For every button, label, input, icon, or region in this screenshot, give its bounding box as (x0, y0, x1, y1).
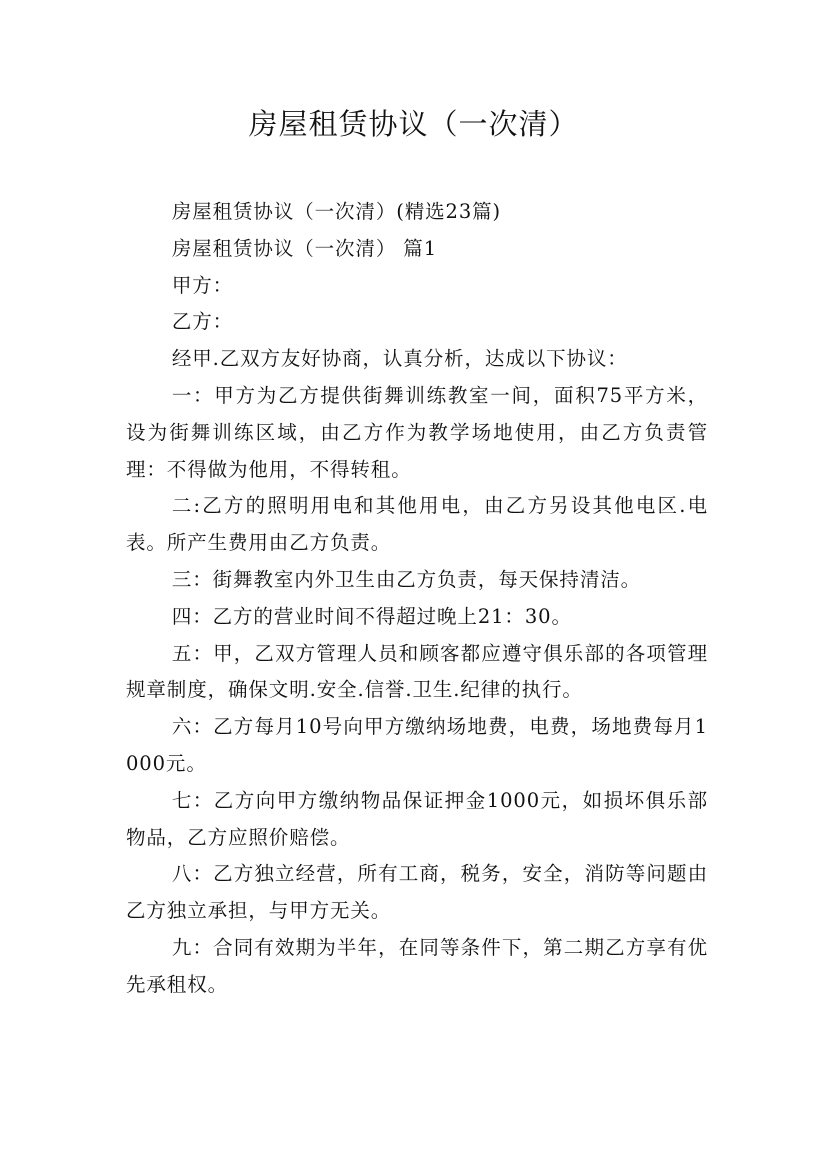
paragraph-clause-7: 七：乙方向甲方缴纳物品保证押金1000元，如损坏俱乐部物品，乙方应照价赔偿。 (126, 788, 708, 849)
paragraph-clause-1: 一：甲方为乙方提供街舞训练教室一间，面积75平方米，设为街舞训练区域，由乙方作为教学场地使用，由乙方负责管理：不得做为他用，不得转租。 (126, 383, 708, 481)
document-body (126, 194, 708, 1004)
paragraph-intro: 经甲.乙双方友好协商，认真分析，达成以下协议： (171, 347, 628, 371)
paragraph-clause-2: 二:乙方的照明用电和其他用电，由乙方另设其他电区.电表。所产生费用由乙方负责。 (126, 494, 708, 555)
paragraph-clause-5: 五：甲，乙双方管理人员和顾客都应遵守俱乐部的各项管理规章制度，确保文明.安全.信誉.卫生.纪律的执行。 (126, 641, 708, 702)
paragraph-party-a: 甲方： (171, 273, 234, 297)
paragraph-section-heading: 房屋租赁协议（一次清） 篇1 (171, 236, 438, 260)
document-title: 房屋租赁协议（一次清） (248, 107, 579, 141)
paragraph-clause-6: 六：乙方每月10号向甲方缴纳场地费，电费，场地费每月1000元。 (126, 715, 708, 775)
paragraph-party-b: 乙方： (171, 310, 234, 334)
paragraph-subtitle: 房屋租赁协议（一次清）(精选23篇) (171, 200, 502, 223)
paragraph-clause-8: 八：乙方独立经营，所有工商，税务，安全，消防等问题由乙方独立承担，与甲方无关。 (126, 862, 708, 923)
paragraph-clause-4: 四：乙方的营业时间不得超过晚上21：30。 (171, 604, 572, 628)
paragraph-clause-3: 三：街舞教室内外卫生由乙方负责，每天保持清洁。 (171, 567, 642, 591)
paragraph-clause-9: 九：合同有效期为半年，在同等条件下，第二期乙方享有优先承租权。 (126, 935, 708, 996)
